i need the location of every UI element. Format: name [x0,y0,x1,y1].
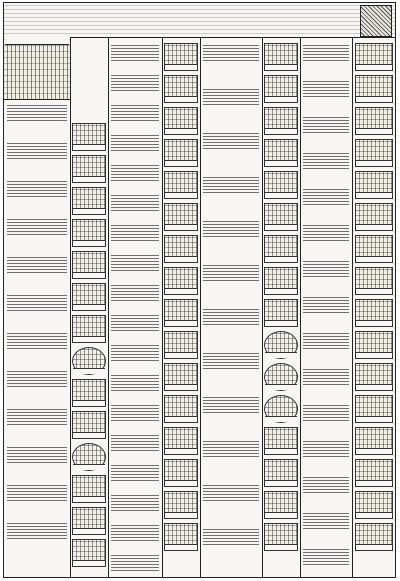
city-label-plate [356,256,392,262]
city-view-engraving [164,267,198,295]
engraved-text-block [111,43,159,63]
city-label-plate [356,384,392,390]
engraved-text-block [111,223,159,243]
city-label-plate [265,320,297,326]
city-view-engraving [355,299,393,327]
city-label-plate [165,512,197,518]
engraved-text-block [111,553,159,573]
city-label-plate [356,224,392,230]
city-view-engraving [355,139,393,167]
engraved-text-block [111,313,159,333]
city-label-plate [356,480,392,486]
city-view-engraving [355,331,393,359]
city-label-plate [265,512,297,518]
city-label-plate [356,96,392,102]
city-view-engraving [164,331,198,359]
engraved-text-block [303,475,349,495]
engraved-text-block [7,217,67,237]
city-view-engraving [264,299,298,327]
city-label-plate [165,160,197,166]
city-label-plate [265,352,297,358]
header-band [4,3,395,38]
engraved-text-block [303,187,349,207]
city-view-engraving [72,507,106,535]
city-label-plate [165,256,197,262]
city-view-engraving [164,395,198,423]
city-view-engraving [264,235,298,263]
column-rule [262,37,263,577]
column-rule [108,37,109,577]
city-label-plate [73,240,105,246]
city-label-plate [73,304,105,310]
engraved-text-block [203,87,259,107]
city-label-plate [165,288,197,294]
engraved-text-block [111,433,159,453]
city-view-engraving [355,459,393,487]
city-label-plate [356,320,392,326]
city-view-engraving [264,331,298,359]
city-label-plate [356,128,392,134]
city-view-engraving [72,347,106,375]
city-view-engraving [72,315,106,343]
city-label-plate [265,544,297,550]
city-view-engraving [264,427,298,455]
city-view-engraving [72,219,106,247]
city-view-engraving [164,459,198,487]
city-label-plate [165,128,197,134]
engraved-text-block [7,369,67,389]
engraved-text-block [7,445,67,465]
city-view-engraving [164,299,198,327]
city-view-engraving [72,379,106,407]
column-rule [300,37,301,577]
engraved-text-block [303,79,349,99]
engraved-text-block [303,151,349,171]
city-label-plate [73,208,105,214]
engraved-text-block [7,179,67,199]
engraved-text-block [111,373,159,393]
column-rule [352,37,353,577]
city-label-plate [165,352,197,358]
city-label-plate [165,320,197,326]
city-view-engraving [72,443,106,471]
city-view-engraving [264,459,298,487]
engraved-text-block [203,439,259,459]
city-label-plate [165,384,197,390]
city-view-engraving [164,427,198,455]
city-view-engraving [264,267,298,295]
engraved-text-block [7,521,67,541]
city-label-plate [165,96,197,102]
city-view-engraving [355,75,393,103]
engraved-text-block [7,331,67,351]
city-view-engraving [355,43,393,71]
city-label-plate [265,128,297,134]
city-view-engraving [72,187,106,215]
city-view-engraving [164,235,198,263]
engraved-text-block [111,103,159,123]
city-view-engraving [264,491,298,519]
city-label-plate [73,400,105,406]
engraved-text-block [203,219,259,239]
city-label-plate [165,64,197,70]
city-view-engraving [72,123,106,151]
engraved-text-block [7,141,67,161]
engraved-text-block [303,259,349,279]
engraved-text-block [203,263,259,283]
engraved-text-block [7,483,67,503]
moscow-caption [5,37,69,45]
city-label-plate [265,448,297,454]
engraved-text-block [203,307,259,327]
city-view-engraving [264,75,298,103]
city-view-engraving [355,491,393,519]
engraved-text-block [111,343,159,363]
engraved-text-block [111,133,159,153]
city-view-engraving [164,171,198,199]
engraved-text-block [203,351,259,371]
column-rule [162,37,163,577]
city-view-engraving [264,43,298,71]
engraved-text-block [111,493,159,513]
engraved-text-block [303,403,349,423]
city-view-engraving [355,523,393,551]
city-label-plate [265,160,297,166]
city-view-engraving [164,523,198,551]
city-label-plate [165,448,197,454]
engraved-text-block [303,547,349,567]
city-label-plate [73,432,105,438]
city-view-engraving [264,363,298,391]
coat-of-arms-emblem [360,5,392,37]
city-label-plate [356,416,392,422]
city-label-plate [356,160,392,166]
engraved-text-block [303,43,349,63]
city-label-plate [356,448,392,454]
city-view-engraving [164,75,198,103]
city-view-engraving [72,155,106,183]
engraved-text-block [111,163,159,183]
moscow-view-engraving [4,37,70,100]
city-label-plate [265,96,297,102]
engraved-text-block [303,439,349,459]
engraved-text-block [203,527,259,547]
engraved-text-block [303,367,349,387]
engraved-text-block [203,131,259,151]
city-label-plate [165,224,197,230]
city-label-plate [356,192,392,198]
city-view-engraving [355,203,393,231]
city-view-engraving [264,523,298,551]
engraved-text-block [303,331,349,351]
city-view-engraving [355,107,393,135]
engraved-text-block [111,253,159,273]
city-view-engraving [164,491,198,519]
engraved-text-block [111,283,159,303]
city-view-engraving [355,395,393,423]
column-rule [70,37,71,577]
city-label-plate [265,192,297,198]
city-label-plate [165,544,197,550]
engraved-text-block [303,295,349,315]
engraved-text-block [203,43,259,63]
city-label-plate [265,64,297,70]
engraved-text-block [111,523,159,543]
city-label-plate [265,384,297,390]
city-view-engraving [264,139,298,167]
city-label-plate [73,272,105,278]
city-label-plate [356,64,392,70]
city-label-plate [73,368,105,374]
city-label-plate [356,352,392,358]
city-view-engraving [72,283,106,311]
city-view-engraving [72,251,106,279]
engraved-text-block [7,103,67,123]
city-label-plate [356,288,392,294]
engraved-text-block [7,407,67,427]
city-label-plate [265,288,297,294]
city-view-engraving [355,267,393,295]
engraved-text-block [303,511,349,531]
city-label-plate [265,256,297,262]
engraved-text-block [111,403,159,423]
city-view-engraving [164,363,198,391]
engraved-text-block [111,73,159,93]
engraved-sheet [3,2,396,578]
city-view-engraving [72,475,106,503]
city-view-engraving [72,411,106,439]
city-view-engraving [264,203,298,231]
city-label-plate [73,336,105,342]
engraved-text-block [111,193,159,213]
city-label-plate [73,464,105,470]
city-view-engraving [355,363,393,391]
engraved-text-block [203,483,259,503]
city-label-plate [356,512,392,518]
city-label-plate [73,496,105,502]
city-label-plate [165,416,197,422]
engraved-text-block [303,223,349,243]
city-label-plate [265,480,297,486]
city-label-plate [165,480,197,486]
column-rule [200,37,201,577]
city-label-plate [265,416,297,422]
engraved-text-block [203,175,259,195]
city-view-engraving [355,235,393,263]
city-view-engraving [264,107,298,135]
city-view-engraving [164,43,198,71]
city-view-engraving [164,107,198,135]
city-view-engraving [264,171,298,199]
city-view-engraving [72,539,106,567]
city-view-engraving [164,203,198,231]
city-view-engraving [355,171,393,199]
engraved-text-block [7,293,67,313]
city-view-engraving [264,395,298,423]
header-title [8,5,308,33]
engraved-text-block [111,463,159,483]
engraved-text-block [203,395,259,415]
city-label-plate [73,144,105,150]
engraved-text-block [303,115,349,135]
city-label-plate [73,528,105,534]
city-label-plate [265,224,297,230]
city-label-plate [73,560,105,566]
city-label-plate [165,192,197,198]
city-label-plate [73,176,105,182]
city-view-engraving [164,139,198,167]
city-view-engraving [355,427,393,455]
city-label-plate [356,544,392,550]
engraved-text-block [7,255,67,275]
